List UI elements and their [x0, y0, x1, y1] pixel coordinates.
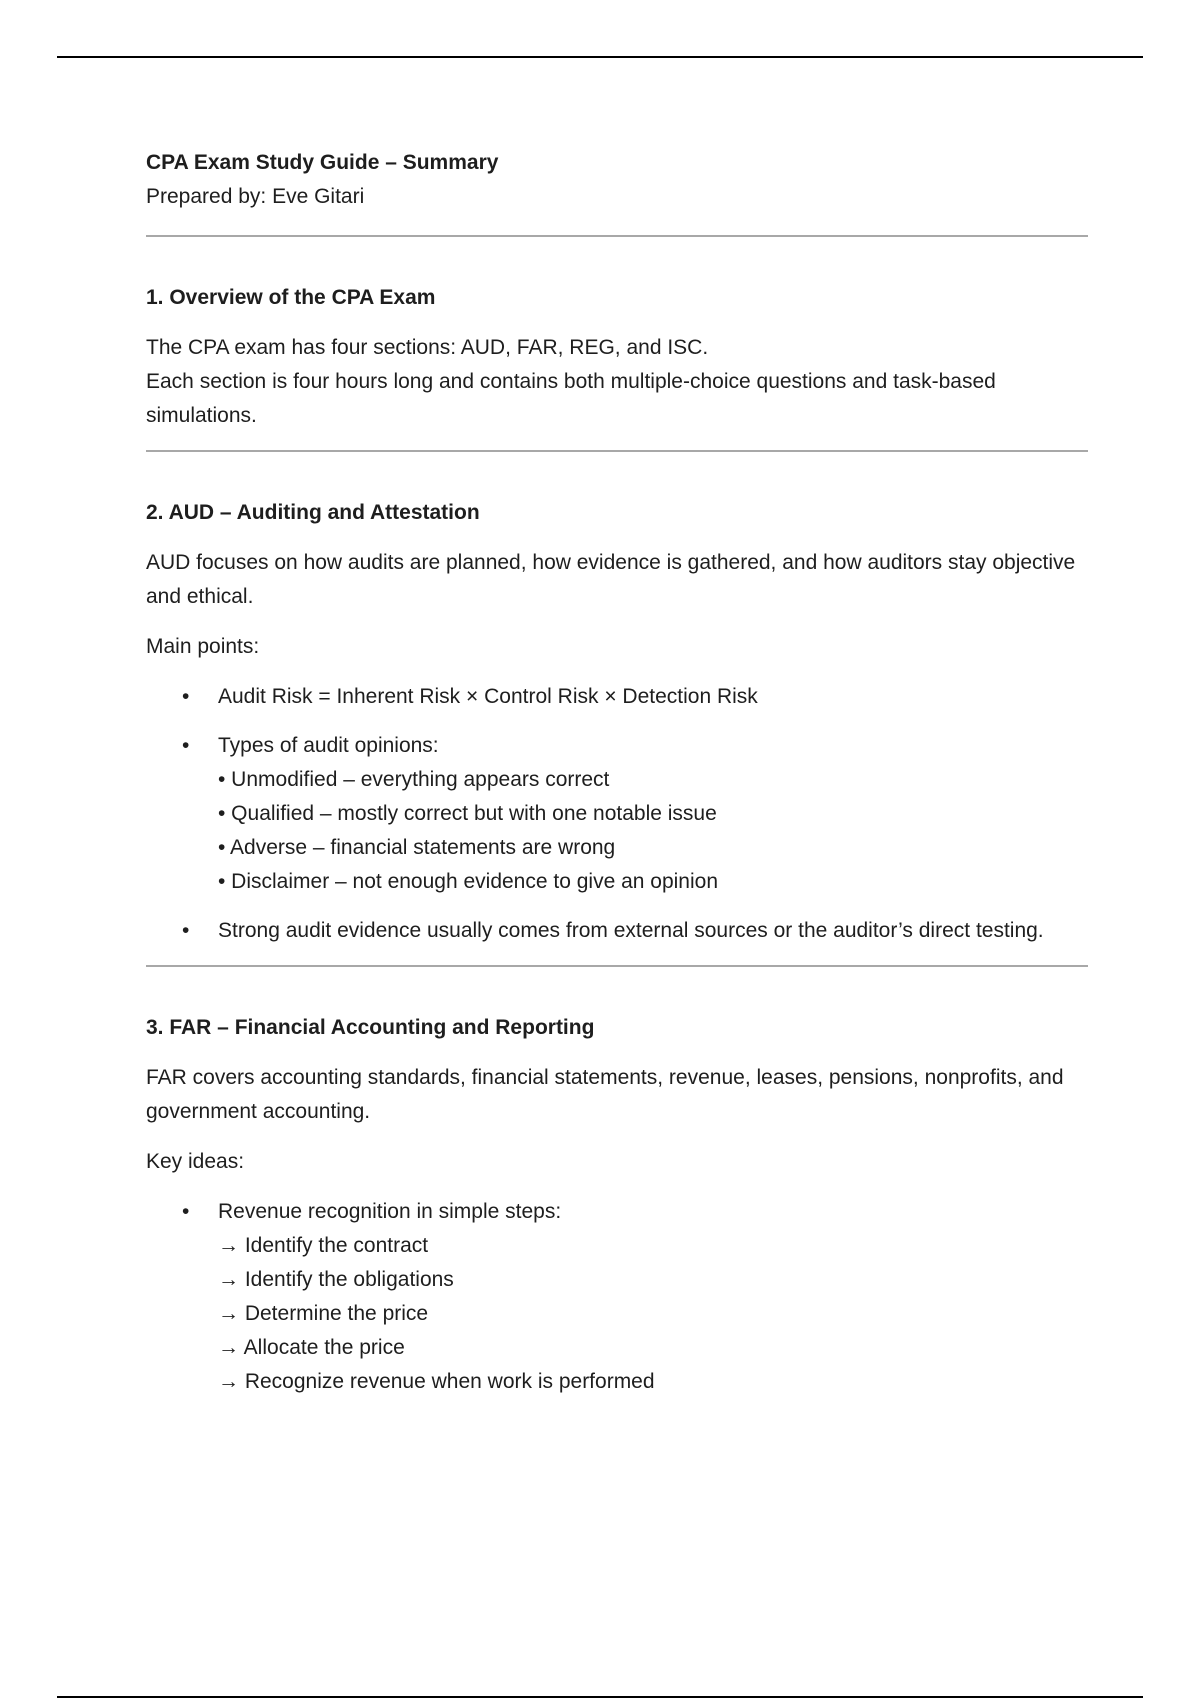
- page-bottom-rule: [57, 1696, 1143, 1698]
- step-item: → Recognize revenue when work is performed: [218, 1370, 655, 1393]
- page-top-rule: [57, 56, 1143, 58]
- section-heading: 2. AUD – Auditing and Attestation: [146, 501, 480, 524]
- section-divider: [146, 965, 1088, 967]
- sub-item: • Adverse – financial statements are wrong: [218, 836, 616, 859]
- section-heading: 3. FAR – Financial Accounting and Reporting: [146, 1016, 595, 1039]
- section-intro: FAR covers accounting standards, financial statements, revenue, leases, pensions, nonprofits, and government accounting.: [146, 1066, 1064, 1123]
- section-heading: 1. Overview of the CPA Exam: [146, 286, 436, 309]
- list-item: [146, 680, 1088, 714]
- sub-item: • Unmodified – everything appears correct: [218, 768, 610, 791]
- step-item: → Identify the contract: [218, 1234, 429, 1257]
- document-title: CPA Exam Study Guide – Summary: [146, 151, 499, 174]
- list-item-text: Strong audit evidence usually comes from external sources or the auditor’s direct testing.: [218, 919, 1044, 942]
- document-author: Prepared by: Eve Gitari: [146, 185, 365, 208]
- document-body: [146, 146, 1088, 1399]
- step-item: → Identify the obligations: [218, 1268, 454, 1291]
- bullet-glyph: •: [182, 919, 190, 942]
- paragraph-line: The CPA exam has four sections: AUD, FAR, REG, and ISC.: [146, 336, 709, 359]
- paragraph-line: Each section is four hours long and contains both multiple-choice questions and task-based simulations.: [146, 370, 996, 427]
- sub-item: • Disclaimer – not enough evidence to give an opinion: [218, 870, 719, 893]
- step-item: → Determine the price: [218, 1302, 429, 1325]
- section-intro: AUD focuses on how audits are planned, how evidence is gathered, and how auditors stay objective and ethical.: [146, 551, 1076, 608]
- list-item: [146, 729, 1088, 899]
- list-item: [146, 1195, 1088, 1399]
- section-paragraph: [146, 331, 1088, 433]
- list-label: Key ideas:: [146, 1150, 245, 1173]
- list-label: Main points:: [146, 635, 260, 658]
- section-divider: [146, 450, 1088, 452]
- section-overview: [146, 281, 1088, 433]
- list-item-text: Types of audit opinions:: [218, 734, 439, 757]
- sub-item: • Qualified – mostly correct but with one notable issue: [218, 802, 717, 825]
- list-item-text: Audit Risk = Inherent Risk × Control Risk × Detection Risk: [218, 685, 758, 708]
- section-far: [146, 1011, 1088, 1399]
- section-divider: [146, 235, 1088, 237]
- bullet-glyph: •: [182, 1200, 190, 1223]
- list-item-text: Revenue recognition in simple steps:: [218, 1200, 562, 1223]
- section-aud: [146, 496, 1088, 948]
- bullet-glyph: •: [182, 685, 190, 708]
- bullet-list: [146, 680, 1088, 948]
- bullet-list: [146, 1195, 1088, 1399]
- bullet-glyph: •: [182, 734, 190, 757]
- step-item: → Allocate the price: [218, 1336, 405, 1359]
- list-item: [146, 914, 1088, 948]
